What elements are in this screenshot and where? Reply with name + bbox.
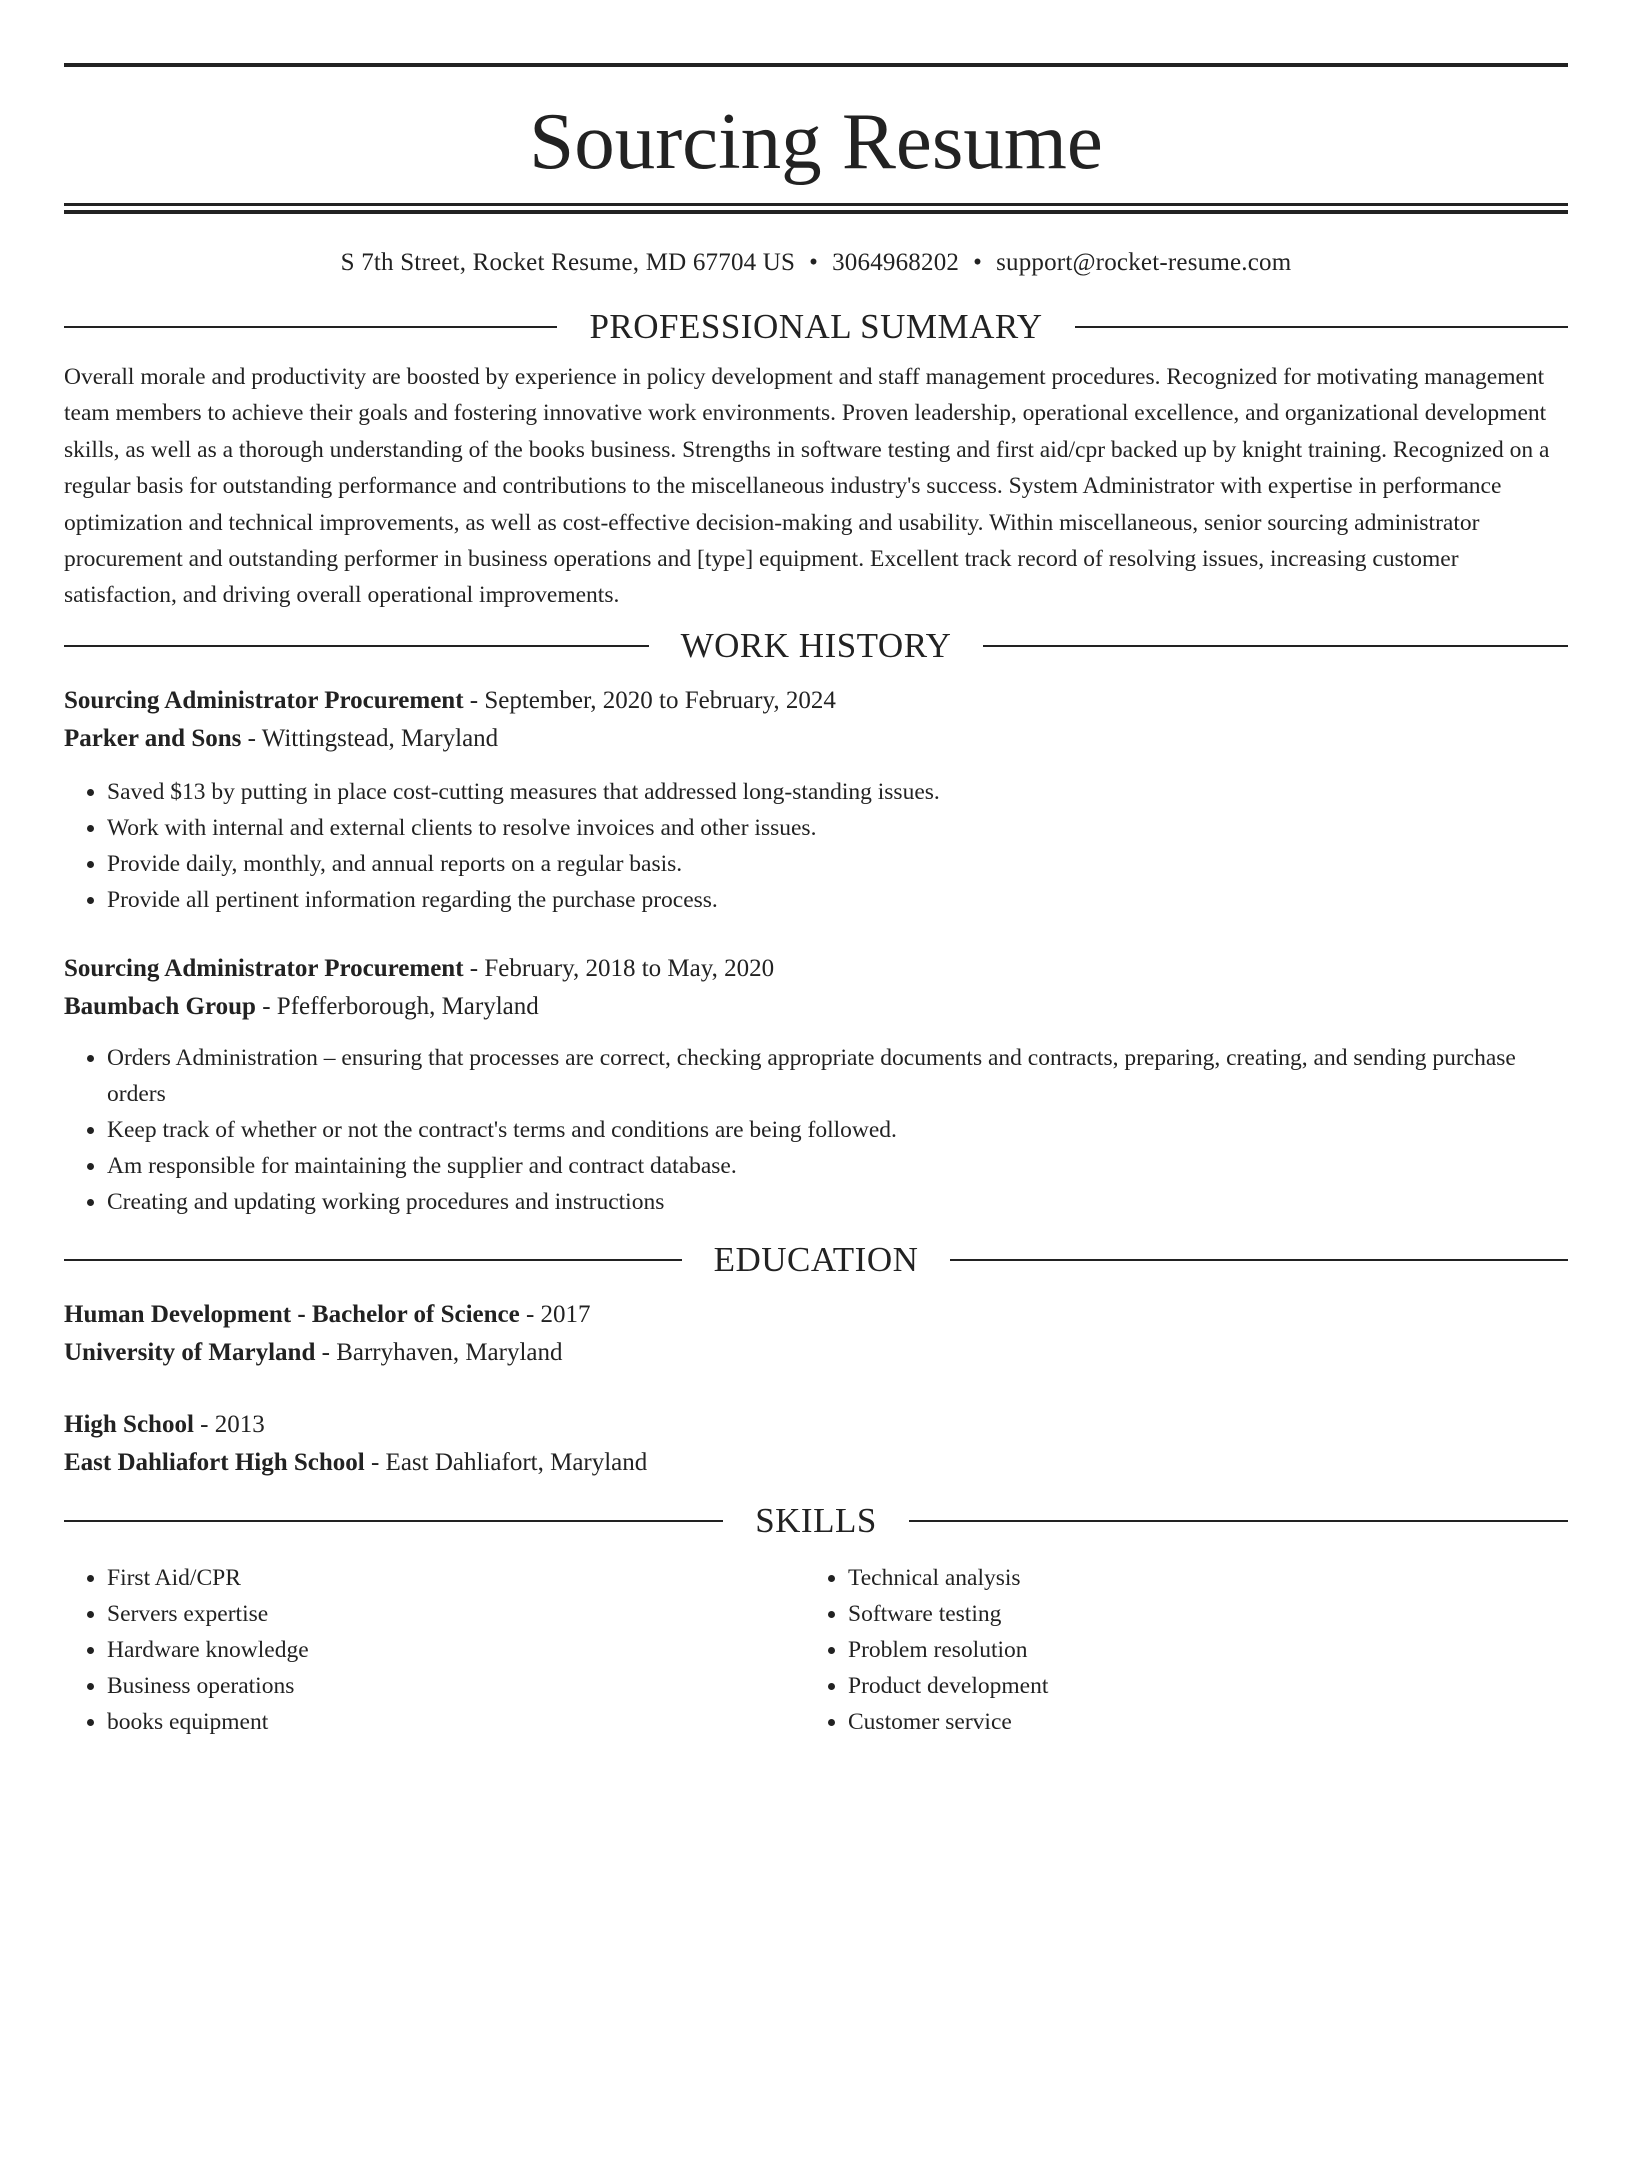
education-degree-line [64,1406,1568,1444]
education-year: - 2017 [519,1300,591,1328]
contact-separator: • [809,249,819,276]
job-bullet: • Saved $13 by putting in place cost-cutting measures that addressed long-standing issues. [107,774,1568,810]
education-school: East Dahliafort High School [64,1448,365,1476]
section-header-education [64,1240,1568,1280]
job-bullet: • Provide all pertinent information regarding the purchase process. [107,882,1568,918]
job-bullets [64,774,1568,919]
job-title: Sourcing Administrator Procurement [64,954,464,982]
education-entry [64,1296,1568,1372]
skill-item: • Hardware knowledge [107,1632,805,1668]
section-rule [64,1259,682,1261]
skill-item: • Technical analysis [848,1560,1568,1596]
skill-item: • Software testing [848,1596,1568,1632]
top-rule [64,63,1568,67]
resume-title: Sourcing Resume [529,96,1103,186]
education-degree: High School [64,1410,194,1438]
skill-item: • books equipment [107,1704,805,1740]
skills-list-right [805,1560,1568,1740]
job-location: - Wittingstead, Maryland [241,724,499,752]
section-rule [64,1520,723,1522]
job-company-line [64,720,1568,758]
section-rule [983,645,1568,647]
job-dates: - September, 2020 to February, 2024 [463,686,836,714]
job-bullet: • Creating and updating working procedures and instructions [107,1184,1568,1220]
section-header-summary [64,307,1568,347]
job-entry [64,950,1568,1221]
job-bullet: • Orders Administration – ensuring that processes are correct, checking appropriate documents and contracts, preparing, creating, and sending purchase orders [107,1040,1568,1112]
job-entry [64,682,1568,919]
job-bullet: • Provide daily, monthly, and annual reports on a regular basis. [107,846,1568,882]
skill-item: • Servers expertise [107,1596,805,1632]
education-school-line [64,1444,1568,1482]
section-header-skills [64,1501,1568,1541]
job-company: Baumbach Group [64,992,256,1020]
education-degree-line [64,1296,1568,1334]
resume-page [0,63,1632,2175]
section-rule [909,1520,1568,1522]
job-company-line [64,988,1568,1026]
summary-text: Overall morale and productivity are boosted by experience in policy development and staff management procedures. Recognized for motivating management team members to achieve their goals and fostering innovative work environments. Proven leadership, operational excellence, and organizational development skills, as well as a thorough understanding of the books business. Strengths in software testing and first aid/cpr backed up by knight training. Recognized on a regular basis for outstanding performance and contributions to the miscellaneous industry's success. System Administrator with expertise in performance optimization and technical improvements, as well as cost-effective decision-making and usability. Within miscellaneous, senior sourcing administrator procurement and outstanding performer in business operations and [type] equipment. Excellent track record of resolving issues, increasing customer satisfaction, and driving overall operational improvements. [64,364,1550,609]
skill-item: • Product development [848,1668,1568,1704]
job-location: - Pfefferborough, Maryland [255,992,539,1020]
skill-item: • Customer service [848,1704,1568,1740]
job-title-line [64,682,1568,720]
section-title-summary: PROFESSIONAL SUMMARY [589,307,1043,346]
section-header-work [64,626,1568,666]
skills-list-left [64,1560,805,1740]
job-title-line [64,950,1568,988]
job-dates: - February, 2018 to May, 2020 [463,954,775,982]
section-title-work: WORK HISTORY [680,625,952,665]
skill-item: • Problem resolution [848,1632,1568,1668]
education-location: - East Dahliafort, Maryland [364,1448,648,1476]
contact-address: S 7th Street, Rocket Resume, MD 67704 US [340,249,796,276]
skills-columns [64,1560,1568,1740]
section-rule [950,1259,1568,1261]
job-bullet: • Keep track of whether or not the contract's terms and conditions are being followed. [107,1112,1568,1148]
job-bullet: • Work with internal and external clients to resolve invoices and other issues. [107,810,1568,846]
section-rule [64,645,649,647]
education-entry [64,1406,1568,1482]
contact-line [64,247,1568,279]
job-title: Sourcing Administrator Procurement [64,686,464,714]
education-school: University of Maryland [64,1338,316,1366]
section-rule [1075,326,1568,328]
contact-email: support@rocket-resume.com [996,249,1292,276]
contact-phone: 3064968202 [832,249,960,276]
education-location: - Barryhaven, Maryland [315,1338,563,1366]
section-title-education: EDUCATION [713,1239,919,1279]
skill-item: • First Aid/CPR [107,1560,805,1596]
job-bullets [64,1040,1568,1221]
section-rule [64,326,557,328]
education-degree: Human Development - Bachelor of Science [64,1300,520,1328]
skill-item: • Business operations [107,1668,805,1704]
section-title-skills: SKILLS [755,1500,877,1540]
job-company: Parker and Sons [64,724,242,752]
job-bullet: • Am responsible for maintaining the supplier and contract database. [107,1148,1568,1184]
contact-separator: • [973,249,983,276]
education-school-line [64,1334,1568,1372]
education-year: - 2013 [193,1410,265,1438]
title-double-rule [64,203,1568,214]
